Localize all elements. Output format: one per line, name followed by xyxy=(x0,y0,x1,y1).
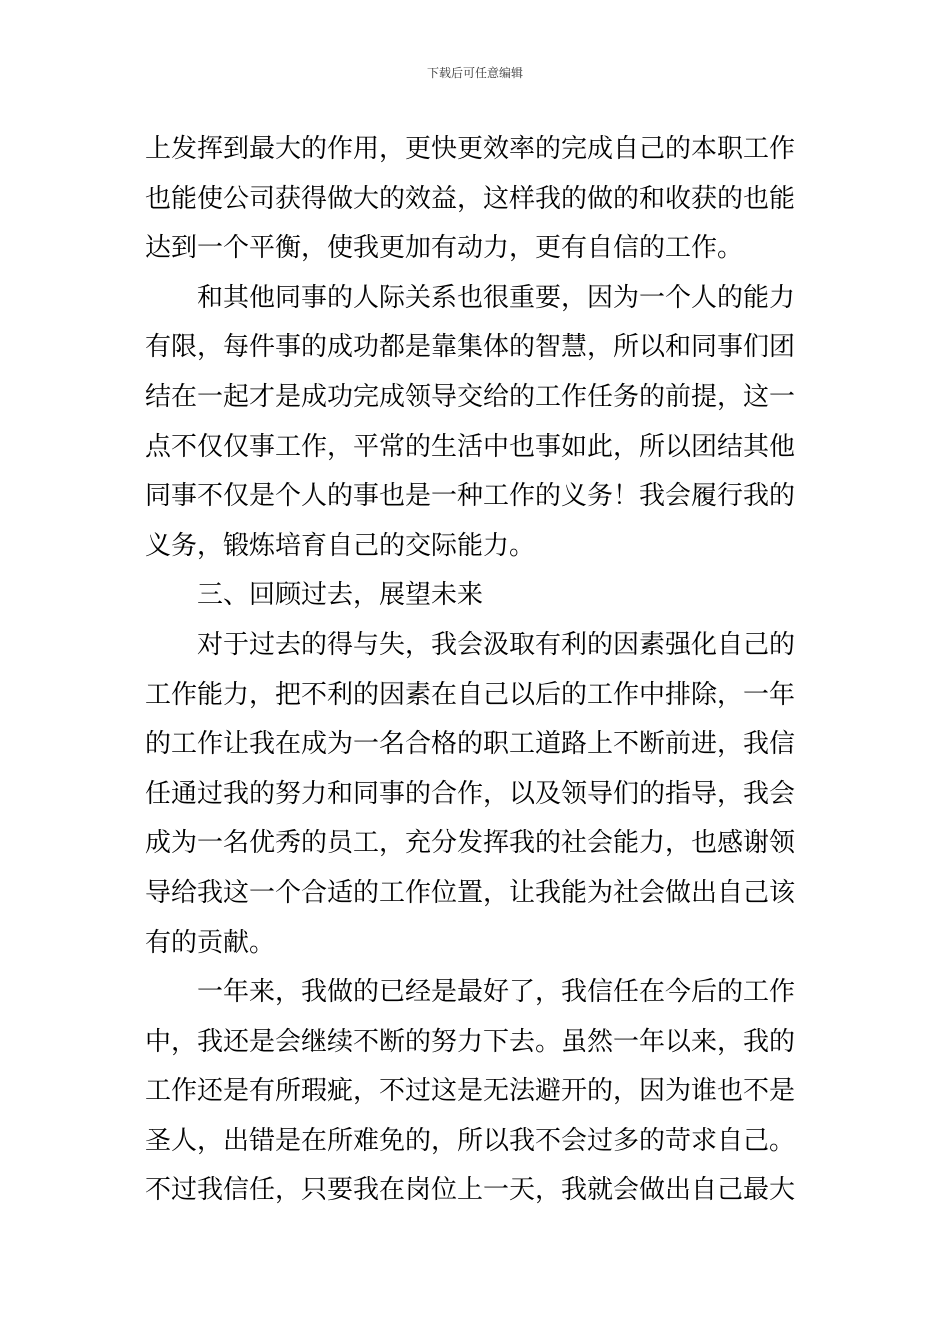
text-line: 也能使公司获得做大的效益，这样我的做的和收获的也能 xyxy=(145,183,796,214)
text-line: 一年来，我做的已经是最好了，我信任在今后的工作 xyxy=(197,977,796,1008)
text-line: 工作还是有所瑕疵，不过这是无法避开的，因为谁也不是 xyxy=(145,1076,796,1107)
text-line: 有限，每件事的成功都是靠集体的智慧，所以和同事们团 xyxy=(145,332,796,363)
page-header: 下载后可任意编辑 xyxy=(426,66,523,80)
text-line: 的工作让我在成为一名合格的职工道路上不断前进，我信 xyxy=(145,729,796,760)
text-line: 三、回顾过去，展望未来 xyxy=(197,580,484,611)
text-line: 有的贡献。 xyxy=(145,927,276,958)
text-line: 圣人，出错是在所难免的，所以我不会过多的苛求自己。 xyxy=(145,1125,796,1156)
text-line: 同事不仅是个人的事也是一种工作的义务！我会履行我的 xyxy=(145,481,796,512)
text-line: 结在一起才是成功完成领导交给的工作任务的前提，这一 xyxy=(145,381,796,412)
text-line: 上发挥到最大的作用，更快更效率的完成自己的本职工作 xyxy=(145,134,796,164)
text-line: 义务，锻炼培育自己的交际能力。 xyxy=(145,530,536,561)
text-line: 和其他同事的人际关系也很重要，因为一个人的能力 xyxy=(197,282,796,313)
text-line: 对于过去的得与失，我会汲取有利的因素强化自己的 xyxy=(197,629,796,660)
document-body xyxy=(145,125,810,1216)
text-line: 成为一名优秀的员工，充分发挥我的社会能力，也感谢领 xyxy=(145,828,796,859)
text-line: 任通过我的努力和同事的合作，以及领导们的指导，我会 xyxy=(145,778,796,809)
text-line: 点不仅仅事工作，平常的生活中也事如此，所以团结其他 xyxy=(145,431,796,462)
text-line: 中，我还是会继续不断的努力下去。虽然一年以来，我的 xyxy=(145,1026,796,1057)
text-line: 工作能力，把不利的因素在自己以后的工作中排除，一年 xyxy=(145,679,796,710)
text-line: 不过我信任，只要我在岗位上一天，我就会做出自己最大 xyxy=(145,1175,796,1206)
text-line: 导给我这一个合适的工作位置，让我能为社会做出自己该 xyxy=(145,877,796,908)
text-line: 达到一个平衡，使我更加有动力，更有自信的工作。 xyxy=(145,233,744,264)
